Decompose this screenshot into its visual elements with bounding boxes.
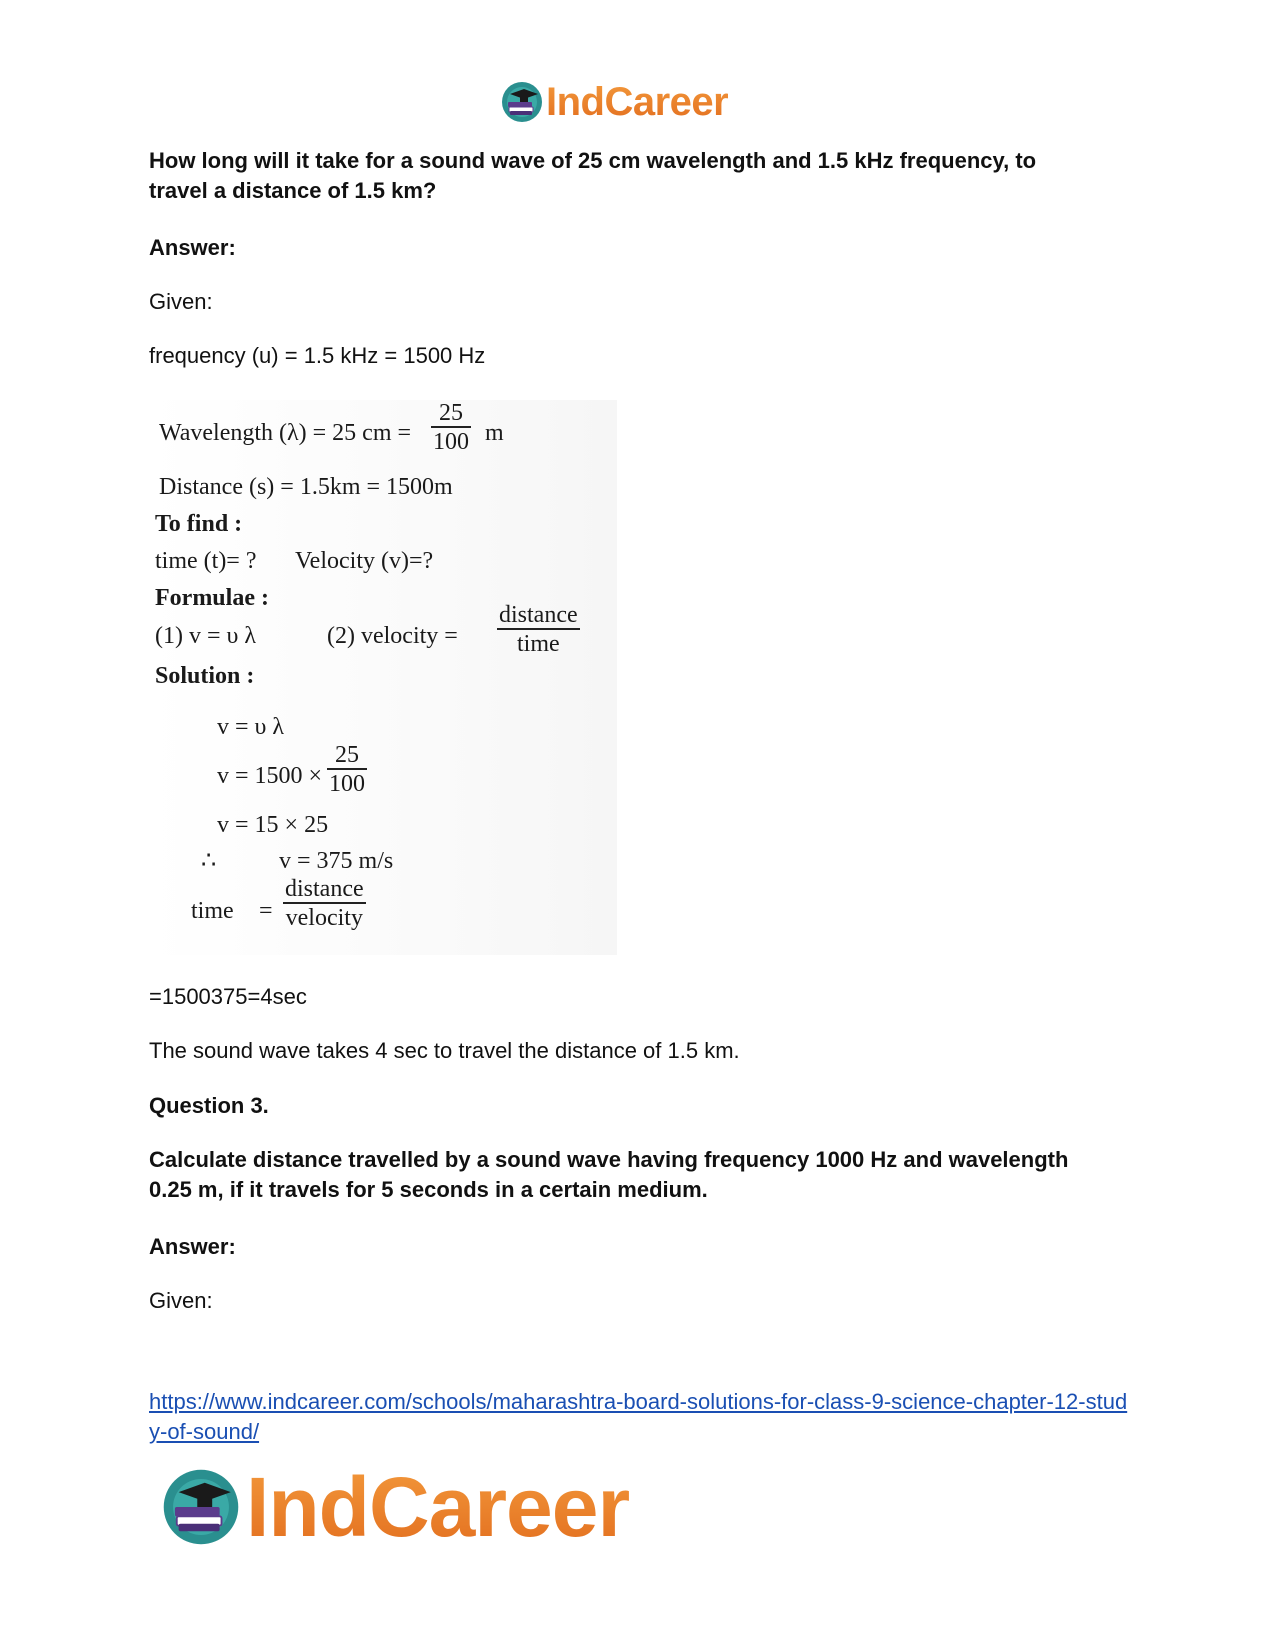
indcareer-logo-bottom <box>160 1459 630 1554</box>
logo-brand-text: IndCareer <box>546 79 729 124</box>
given-label: Given: <box>149 289 213 314</box>
fraction-numerator: 25 <box>335 742 359 768</box>
fraction-numerator: distance <box>285 876 364 902</box>
question-3-label: Question 3. <box>149 1093 269 1118</box>
solution-step-3: v = 15 × 25 <box>217 812 329 838</box>
fraction-denominator: time <box>516 630 560 657</box>
formula-2-fraction <box>497 602 580 658</box>
wavelength-unit: m <box>485 420 504 446</box>
fraction-denominator: 100 <box>433 428 469 455</box>
solution-label: Solution : <box>155 663 255 689</box>
solution-math-image <box>149 400 617 955</box>
source-link-wrapper <box>149 1387 1129 1447</box>
book-graduation-cap-icon <box>160 1466 242 1548</box>
fraction-denominator: velocity <box>285 904 363 931</box>
question-text: How long will it take for a sound wave of 25 cm wavelength and 1.5 kHz frequency, to travel a distance of 1.5 km? <box>149 148 1037 203</box>
solution-step-4: v = 375 m/s <box>279 848 394 874</box>
given-label: Given: <box>149 1288 213 1313</box>
step-2-fraction <box>327 742 367 798</box>
time-to-find: time (t)= ? <box>155 548 257 574</box>
time-formula-label: time <box>191 898 234 924</box>
answer-label: Answer: <box>149 1234 236 1259</box>
wavelength-fraction <box>431 400 471 456</box>
velocity-to-find: Velocity (v)=? <box>295 548 434 574</box>
solution-step-2: v = 1500 × <box>217 763 323 789</box>
formula-1: (1) v = υ λ <box>155 623 257 649</box>
fraction-denominator: 100 <box>329 770 365 797</box>
fraction-numerator: 25 <box>439 400 463 426</box>
answer-label: Answer: <box>149 235 236 260</box>
to-find-label: To find : <box>155 511 243 537</box>
formulae-label: Formulae : <box>155 585 269 611</box>
book-graduation-cap-icon <box>500 80 544 124</box>
distance-line: Distance (s) = 1.5km = 1500m <box>159 474 453 500</box>
therefore-symbol: ∴ <box>201 848 217 874</box>
formula-2: (2) velocity = <box>327 623 458 649</box>
logo-brand-text: IndCareer <box>246 1459 630 1554</box>
indcareer-logo-top <box>500 78 728 126</box>
wavelength-line: Wavelength (λ) = 25 cm = <box>159 420 412 446</box>
result-line: =1500375=4sec <box>149 984 307 1009</box>
question-3-text: Calculate distance travelled by a sound wave having frequency 1000 Hz and wavelength 0.25 m, if it travels for 5 seconds in a certain medium. <box>149 1147 1069 1202</box>
frequency-line: frequency (u) = 1.5 kHz = 1500 Hz <box>149 343 486 368</box>
solution-step-1: v = υ λ <box>217 714 285 740</box>
time-formula-equals: = <box>259 898 273 924</box>
conclusion-text: The sound wave takes 4 sec to travel the distance of 1.5 km. <box>149 1038 740 1063</box>
time-formula-fraction <box>283 876 366 932</box>
fraction-numerator: distance <box>499 602 578 628</box>
source-url-link[interactable]: https://www.indcareer.com/schools/maharashtra-board-solutions-for-class-9-science-chapter-12-study-of-sound/ <box>149 1389 1128 1444</box>
